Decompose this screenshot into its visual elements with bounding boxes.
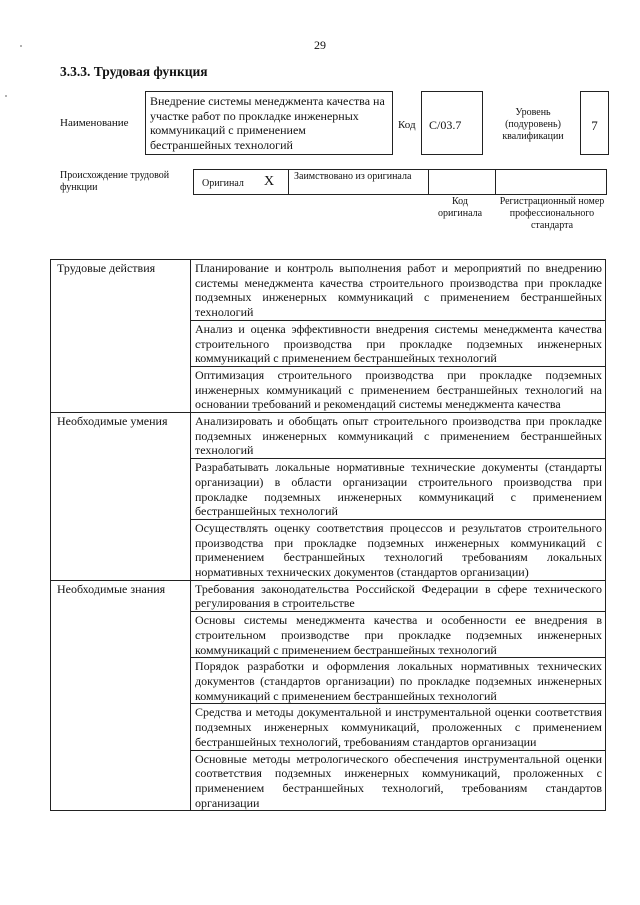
origin-divider [428, 170, 429, 194]
original-mark: X [264, 174, 275, 189]
table-row [51, 260, 606, 321]
code-label: Код [398, 119, 416, 131]
qualification-level-value: 7 [591, 118, 598, 133]
labor-action-item: Планирование и контроль выполнения работ и мероприятий по внедрению системы менеджмента качества строительного производства при прокладке подземных инженерных коммуникаций с применением бестраншейных технологий [191, 260, 606, 321]
code-value-box [421, 91, 483, 155]
name-value: Внедрение системы менеджмента качества на участке работ по прокладке инженерных коммуникаций с применением бестраншейных технологий [150, 94, 385, 152]
table-row [51, 580, 606, 611]
knowledge-item: Средства и методы документальной и инструментальной оценки соответствия подземных инженерных коммуникаций, проложенных с применением бестраншейных технологий, требованиям стандартов организации [191, 704, 606, 750]
skill-item: Разрабатывать локальные нормативные технические документы (стандарты организации) в области организации строительного производства при прокладке подземных инженерных коммуникаций с применением бестраншейных технологий [191, 459, 606, 520]
name-label: Наименование [60, 117, 129, 129]
required-knowledge-header: Необходимые знания [51, 580, 191, 811]
code-value: C/03.7 [429, 118, 462, 132]
original-label: Оригинал [202, 178, 244, 189]
knowledge-item: Требования законодательства Российской Федерации в сфере технического регулирования в строительстве [191, 580, 606, 611]
origin-divider [495, 170, 496, 194]
labor-function-table [50, 259, 606, 811]
labor-action-item: Анализ и оценка эффективности внедрения системы менеджмента качества строительного производства при прокладке подземных инженерных коммуникаций с применением бестраншейных технологий [191, 320, 606, 366]
table-row [51, 413, 606, 459]
skill-item: Анализировать и обобщать опыт строительного производства при прокладке подземных инженерных коммуникаций с применением бестраншейных технологий [191, 413, 606, 459]
page-number: 29 [314, 38, 326, 52]
labor-actions-header: Трудовые действия [51, 260, 191, 413]
knowledge-item: Основные методы метрологического обеспечения инструментальной оценки соответствия подземных инженерных коммуникаций, проложенных с применением бестраншейных технологий, требованиям стандартов организации [191, 750, 606, 811]
skill-item: Осуществлять оценку соответствия процессов и результатов строительного производства при прокладке подземных инженерных коммуникаций с применением бестраншейных технологий требованиям локальных нормативных технических документов (стандартов организации) [191, 519, 606, 580]
borrowed-label: Заимствовано из оригинала [294, 171, 412, 182]
knowledge-item: Основы системы менеджмента качества и особенности ее внедрения в строительном производстве при прокладке подземных инженерных коммуникаций с применением бестраншейных технологий [191, 612, 606, 658]
qualification-level-label: Уровень (подуровень) квалификации [502, 107, 564, 142]
origin-table [193, 169, 607, 195]
name-value-box [145, 91, 393, 155]
code-original-caption: Код оригинала [437, 196, 483, 219]
section-title: 3.3.3. Трудовая функция [60, 64, 208, 79]
origin-label: Происхождение трудовой функции [60, 170, 170, 193]
origin-divider [288, 170, 289, 194]
labor-action-item: Оптимизация строительного производства при прокладке подземных инженерных коммуникаций с применением бестраншейных технологий на основании требований и рекомендаций системы менеджмента качества [191, 366, 606, 412]
knowledge-item: Порядок разработки и оформления локальных нормативных технических документов (стандартов организации) по прокладке подземных инженерных коммуникаций с применением бестраншейных технологий [191, 658, 606, 704]
registration-number-caption: Регистрационный номер профессионального стандарта [499, 196, 605, 231]
required-skills-header: Необходимые умения [51, 413, 191, 581]
scan-speck [5, 95, 7, 97]
qualification-level-box [580, 91, 609, 155]
